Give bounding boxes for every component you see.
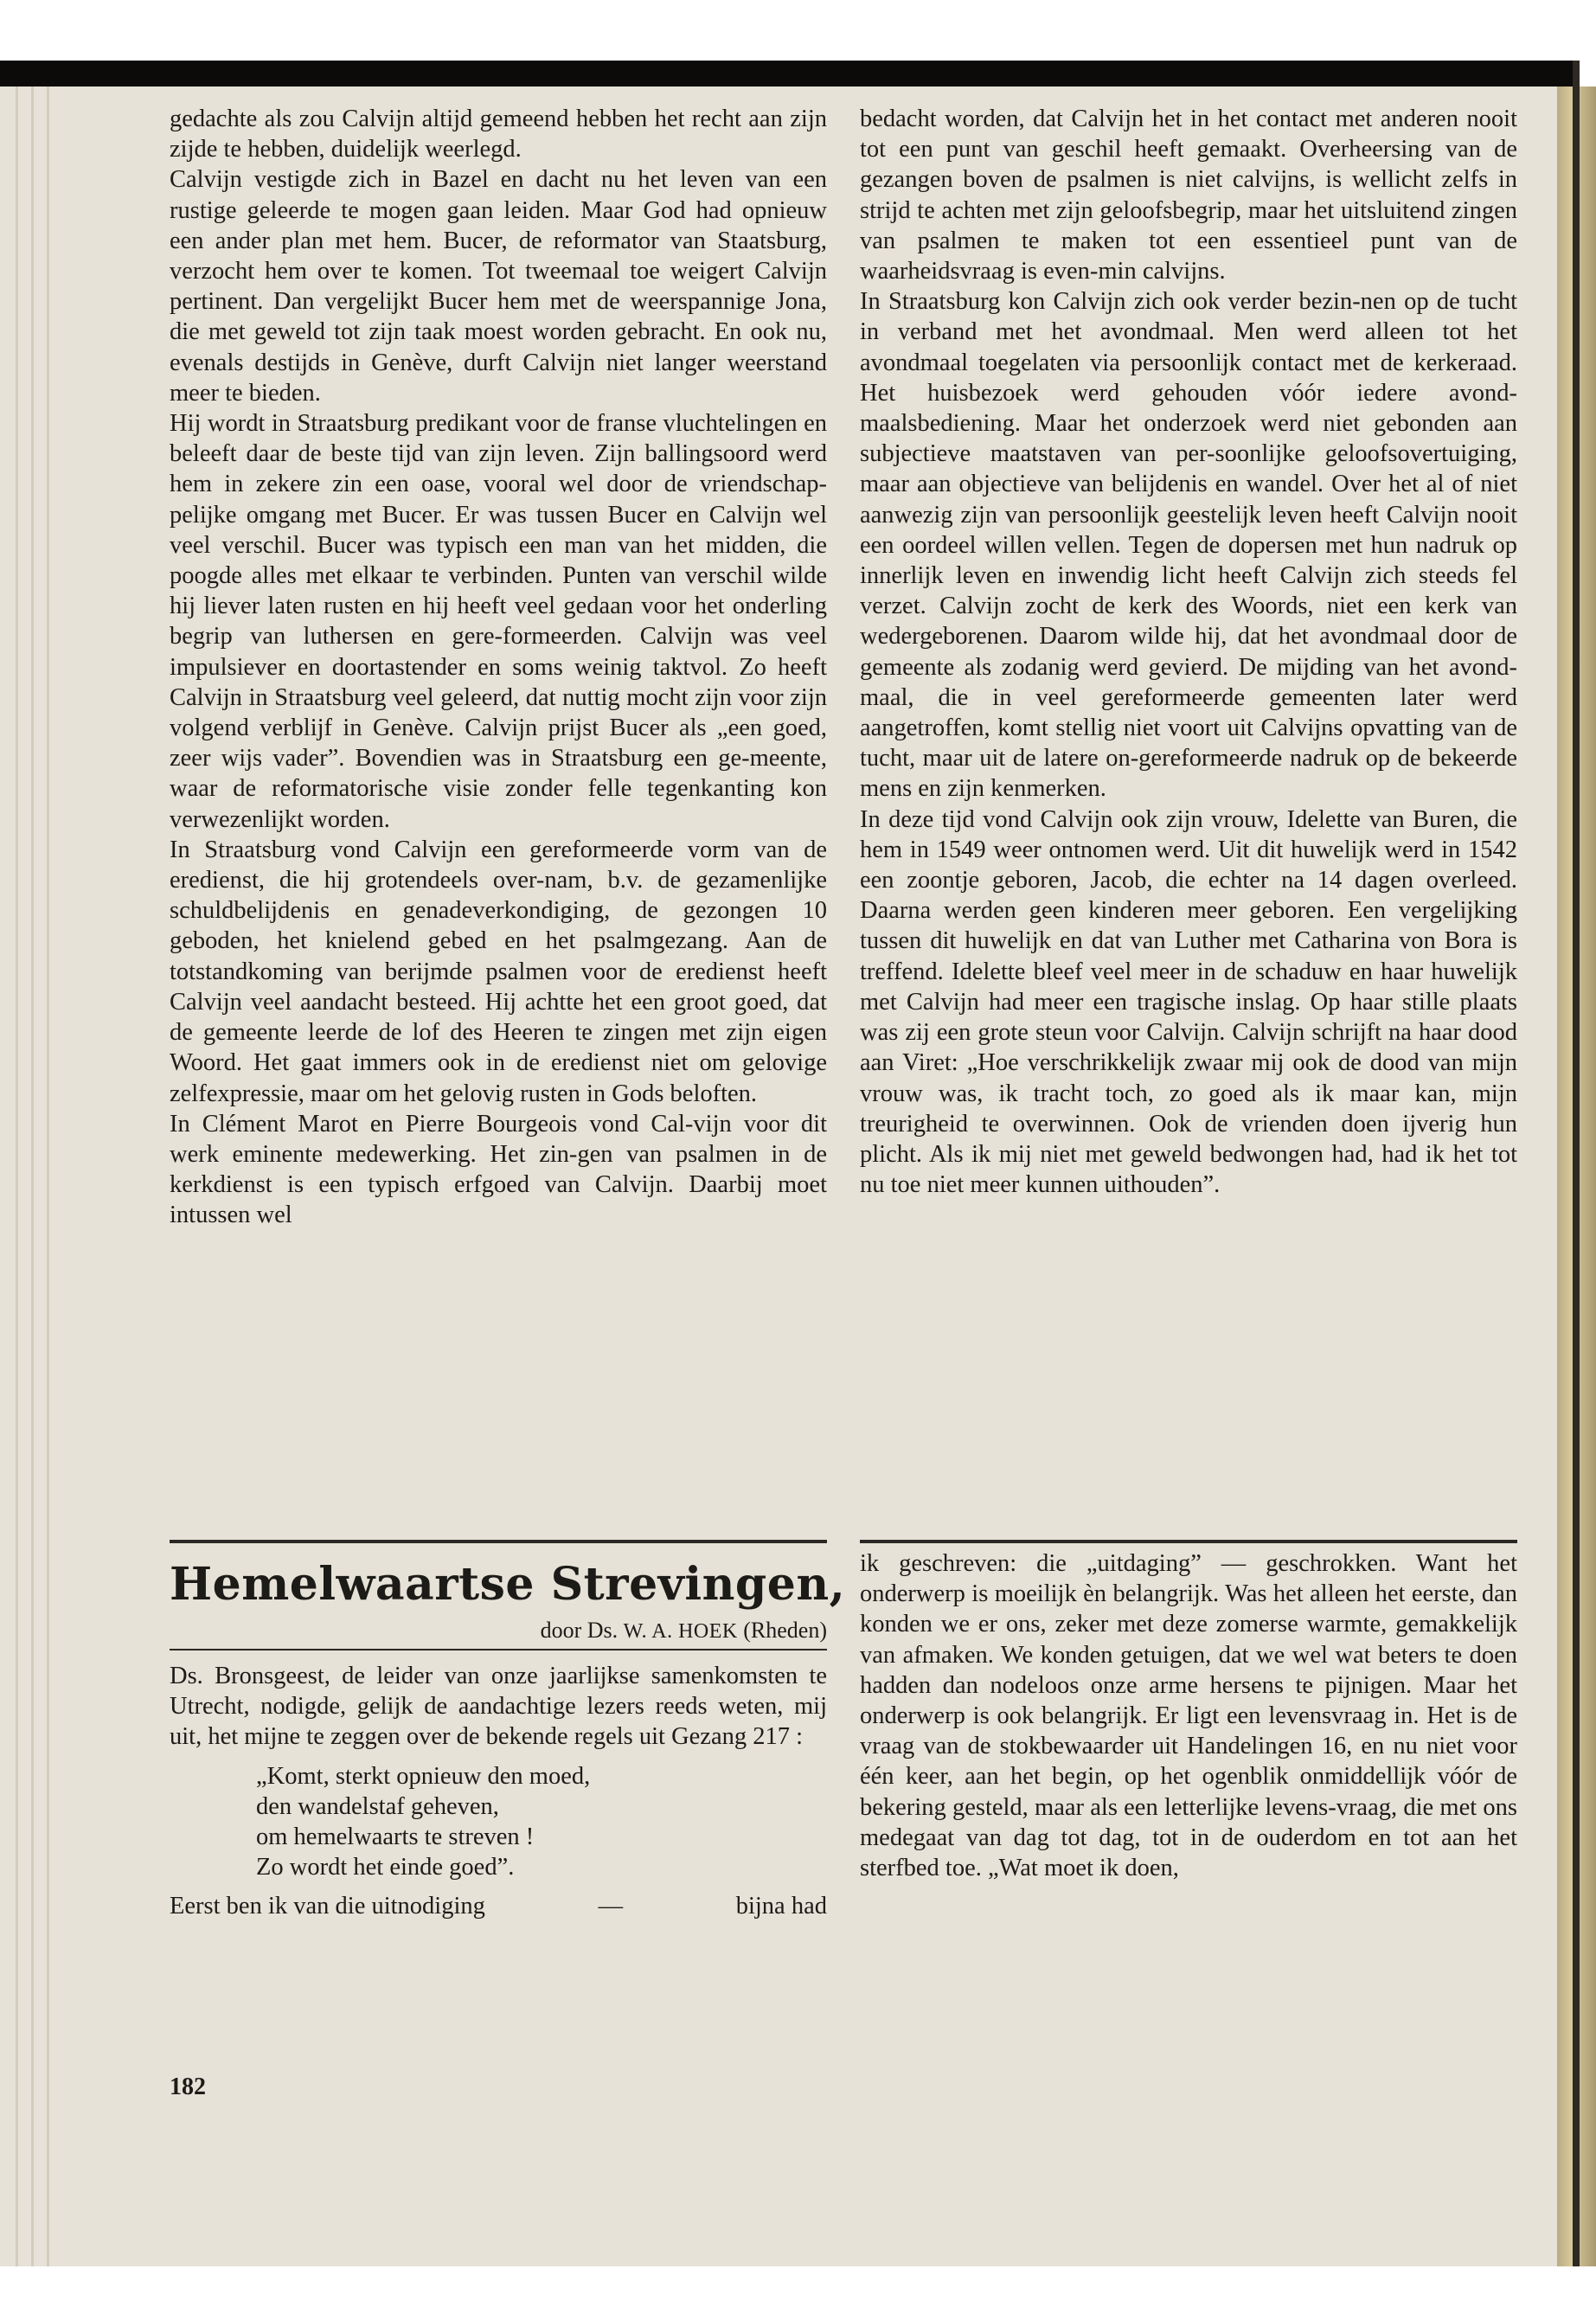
continuation-start: Eerst ben ik van die uitnodiging bbox=[170, 1893, 485, 1920]
byline-prefix: door Ds. bbox=[540, 1618, 619, 1643]
quote-line: om hemelwaarts te streven ! bbox=[256, 1823, 535, 1851]
article-continuation-line bbox=[170, 1891, 827, 1921]
page-edge bbox=[31, 87, 34, 2266]
article-title: Hemelwaartse Strevingen, bbox=[170, 1558, 846, 1611]
paragraph: In Clément Marot en Pierre Bourgeois vond Cal-vijn voor dit werk eminente medewerking. Het zin-gen van psalmen in de kerkdienst is een typisch erfgoed van Calvijn. Daarbij moet intussen wel bbox=[170, 1110, 827, 1229]
paragraph: In Straatsburg vond Calvijn een gereformeerde vorm van de eredienst, die hij grotendeels over-nam, b.v. de gezamenlijke schuldbelijdenis en genadeverkondiging, de gezongen 10 geboden, het knielend gebed en het psalmgezang. Aan de totstandkoming van berijmde psalmen voor de eredienst heeft Calvijn veel aandacht besteed. Hij achtte het een groot goed, dat de gemeente leerde de lof des Heeren te zingen met zijn eigen Woord. Het gaat immers ook in de eredienst niet om gelovige zelfexpressie, maar om het gelovig rusten in Gods beloften. bbox=[170, 836, 827, 1107]
right-column bbox=[860, 104, 1517, 1618]
hymn-quote bbox=[256, 1761, 827, 1883]
quote-line: Zo wordt het einde goed”. bbox=[256, 1854, 515, 1881]
left-column bbox=[170, 104, 827, 1618]
byline bbox=[170, 1616, 827, 1646]
quote-line: den wandelstaf geheven, bbox=[256, 1792, 499, 1820]
paragraph: gedachte als zou Calvijn altijd gemeend hebben het recht aan zijn zijde te hebben, duidelijk weerlegd. bbox=[170, 106, 827, 163]
article-left-column bbox=[170, 1661, 827, 2059]
page-edge bbox=[47, 87, 49, 2266]
page-number: 182 bbox=[170, 2073, 206, 2100]
article-intro: Ds. Bronsgeest, de leider van onze jaarlijkse samenkomsten te Utrecht, nodigde, gelijk de aandachtige lezers reeds weten, mij uit, het mijne te zeggen over de bekende regels uit Gezang 217 : bbox=[170, 1663, 827, 1751]
continuation-end: bijna had bbox=[735, 1893, 827, 1920]
byline-place: (Rheden) bbox=[743, 1618, 827, 1643]
byline-rule bbox=[170, 1649, 827, 1650]
continuation-dash: — bbox=[598, 1893, 624, 1920]
paragraph: ik geschreven: die „uitdaging” — geschrokken. Want het onderwerp is moeilijk èn belangrijk. Was het alleen het eerste, dan konden we er ons, zeker met deze zomerse warmte, gemakkelijk van afmaken. We konden getuigen, dat we wel wat beters te doen hadden dan nodeloos onze arme hersens te pijnigen. Maar het onderwerp is ook belangrijk. Er ligt een levensvraag in. Het is de vraag van de stokbewaarder uit Handelingen 16, en nu niet voor één keer, aan het begin, op het ogenblik onmiddellijk vóór de bekering gesteld, maar als een letterlijke levens-vraag, die met ons medegaat van dag tot dag, tot in de ouderdom en tot aan het sterfbed toe. „Wat moet ik doen, bbox=[860, 1550, 1517, 1882]
section-divider-left bbox=[170, 1540, 827, 1543]
paragraph: In Straatsburg kon Calvijn zich ook verder bezin-nen op de tucht in verband met het avondmaal. Men werd alleen tot het avondmaal toegelaten via persoonlijk contact met de kerkeraad. Het huisbezoek werd gehouden vóór iedere avond-maalsbediening. Maar het onderzoek werd niet gebonden aan subjectieve maatstaven van per-soonlijke geloofsovertuiging, maar aan objectieve van belijdenis en wandel. Over het al of niet aanwezig zijn van persoonlijk geestelijk leven heeft Calvijn nooit een oordeel willen vellen. Tegen de dopersen met hun nadruk op innerlijk leven en inwendig licht heeft Calvijn zich steeds fel verzet. Calvijn zocht de kerk des Woords, niet een kerk van wedergeborenen. Daarom wilde hij, dat het avondmaal door de gemeente als zodanig werd gevierd. De mijding van het avond-maal, die in veel gereformeerde gemeenten later werd aangetroffen, komt stellig niet voort uit Calvijns opvatting van de tucht, maar uit de latere on-gereformeerde nadruk op de bekeerde mens en zijn kenmerken. bbox=[860, 288, 1517, 803]
paragraph: In deze tijd vond Calvijn ook zijn vrouw, Idelette van Buren, die hem in 1549 weer ontnomen werd. Uit dit huwelijk werd in 1542 een zoontje geboren, Jacob, die echter na 14 dagen overleed. Daarna werden geen kinderen meer geboren. Een vergelijking tussen dit huwelijk en dat van Luther met Catharina von Bora is treffend. Idelette bleef veel meer in de schaduw en haar huwelijk met Calvijn had meer een tragische inslag. Op haar stille plaats was zij een grote steun voor Calvijn. Calvijn schrijft na haar dood aan Viret: „Hoe verschrikkelijk zwaar mij ook de dood van mijn vrouw was, ik tracht toch, zo goed als ik maar kan, mijn treurigheid te overwinnen. Ook de vrienden doen ijverig hun plicht. Als ik mij niet met geweld bedwongen had, had ik het tot nu toe niet meer kunnen uithouden”. bbox=[860, 805, 1517, 1199]
paragraph: Hij wordt in Straatsburg predikant voor de franse vluchtelingen en beleeft daar de beste tijd van zijn leven. Zijn ballingsoord werd hem in zekere zin een oase, vooral wel door de vriendschap-pelijke omgang met Bucer. Er was tussen Bucer en Calvijn wel veel verschil. Bucer was typisch een man van het midden, die poogde alles met elkaar te verbinden. Punten van verschil wilde hij liever laten rusten en hij heeft veel gedaan voor het onderling begrip van luthersen en gere-formeerden. Calvijn was veel impulsiever en doortastender en soms weinig taktvol. Zo heeft Calvijn in Straatsburg veel geleerd, dat nuttig mocht zijn voor zijn volgend verblijf in Genève. Calvijn prijst Bucer als „een goed, zeer wijs vader”. Bovendien was in Straatsburg een ge-meente, waar de reformatorische visie zonder felle tegenkanting kon verwezenlijkt worden. bbox=[170, 410, 827, 833]
article-right-column bbox=[860, 1548, 1517, 2067]
section-divider-right bbox=[860, 1540, 1517, 1543]
scan-border-top bbox=[0, 61, 1579, 87]
scan-border-bottom bbox=[0, 2266, 1596, 2301]
spine-shadow bbox=[1573, 61, 1580, 2266]
paragraph: bedacht worden, dat Calvijn het in het contact met anderen nooit tot een punt van geschil heeft gemaakt. Overheersing van de gezangen boven de psalmen is niet calvijns, is wellicht zelfs in strijd te achten met zijn geloofsbegrip, maar het uitsluitend zingen van psalmen te maken tot een essentieel punt van de waarheidsvraag is even-min calvijns. bbox=[860, 106, 1517, 285]
quote-line: „Komt, sterkt opnieuw den moed, bbox=[256, 1762, 591, 1790]
byline-author: W. A. HOEK bbox=[623, 1620, 738, 1643]
page-edge bbox=[16, 87, 18, 2266]
paragraph: Calvijn vestigde zich in Bazel en dacht nu het leven van een rustige geleerde te mogen gaan leiden. Maar God had opnieuw een ander plan met hem. Bucer, de reformator van Staatsburg, verzocht hem over te komen. Tot tweemaal toe weigert Calvijn pertinent. Dan vergelijkt Bucer hem met de weerspannige Jona, die met geweld tot zijn taak moest worden gebracht. En ook nu, evenals destijds in Genève, durft Calvijn niet langer weerstand meer te bieden. bbox=[170, 166, 827, 407]
